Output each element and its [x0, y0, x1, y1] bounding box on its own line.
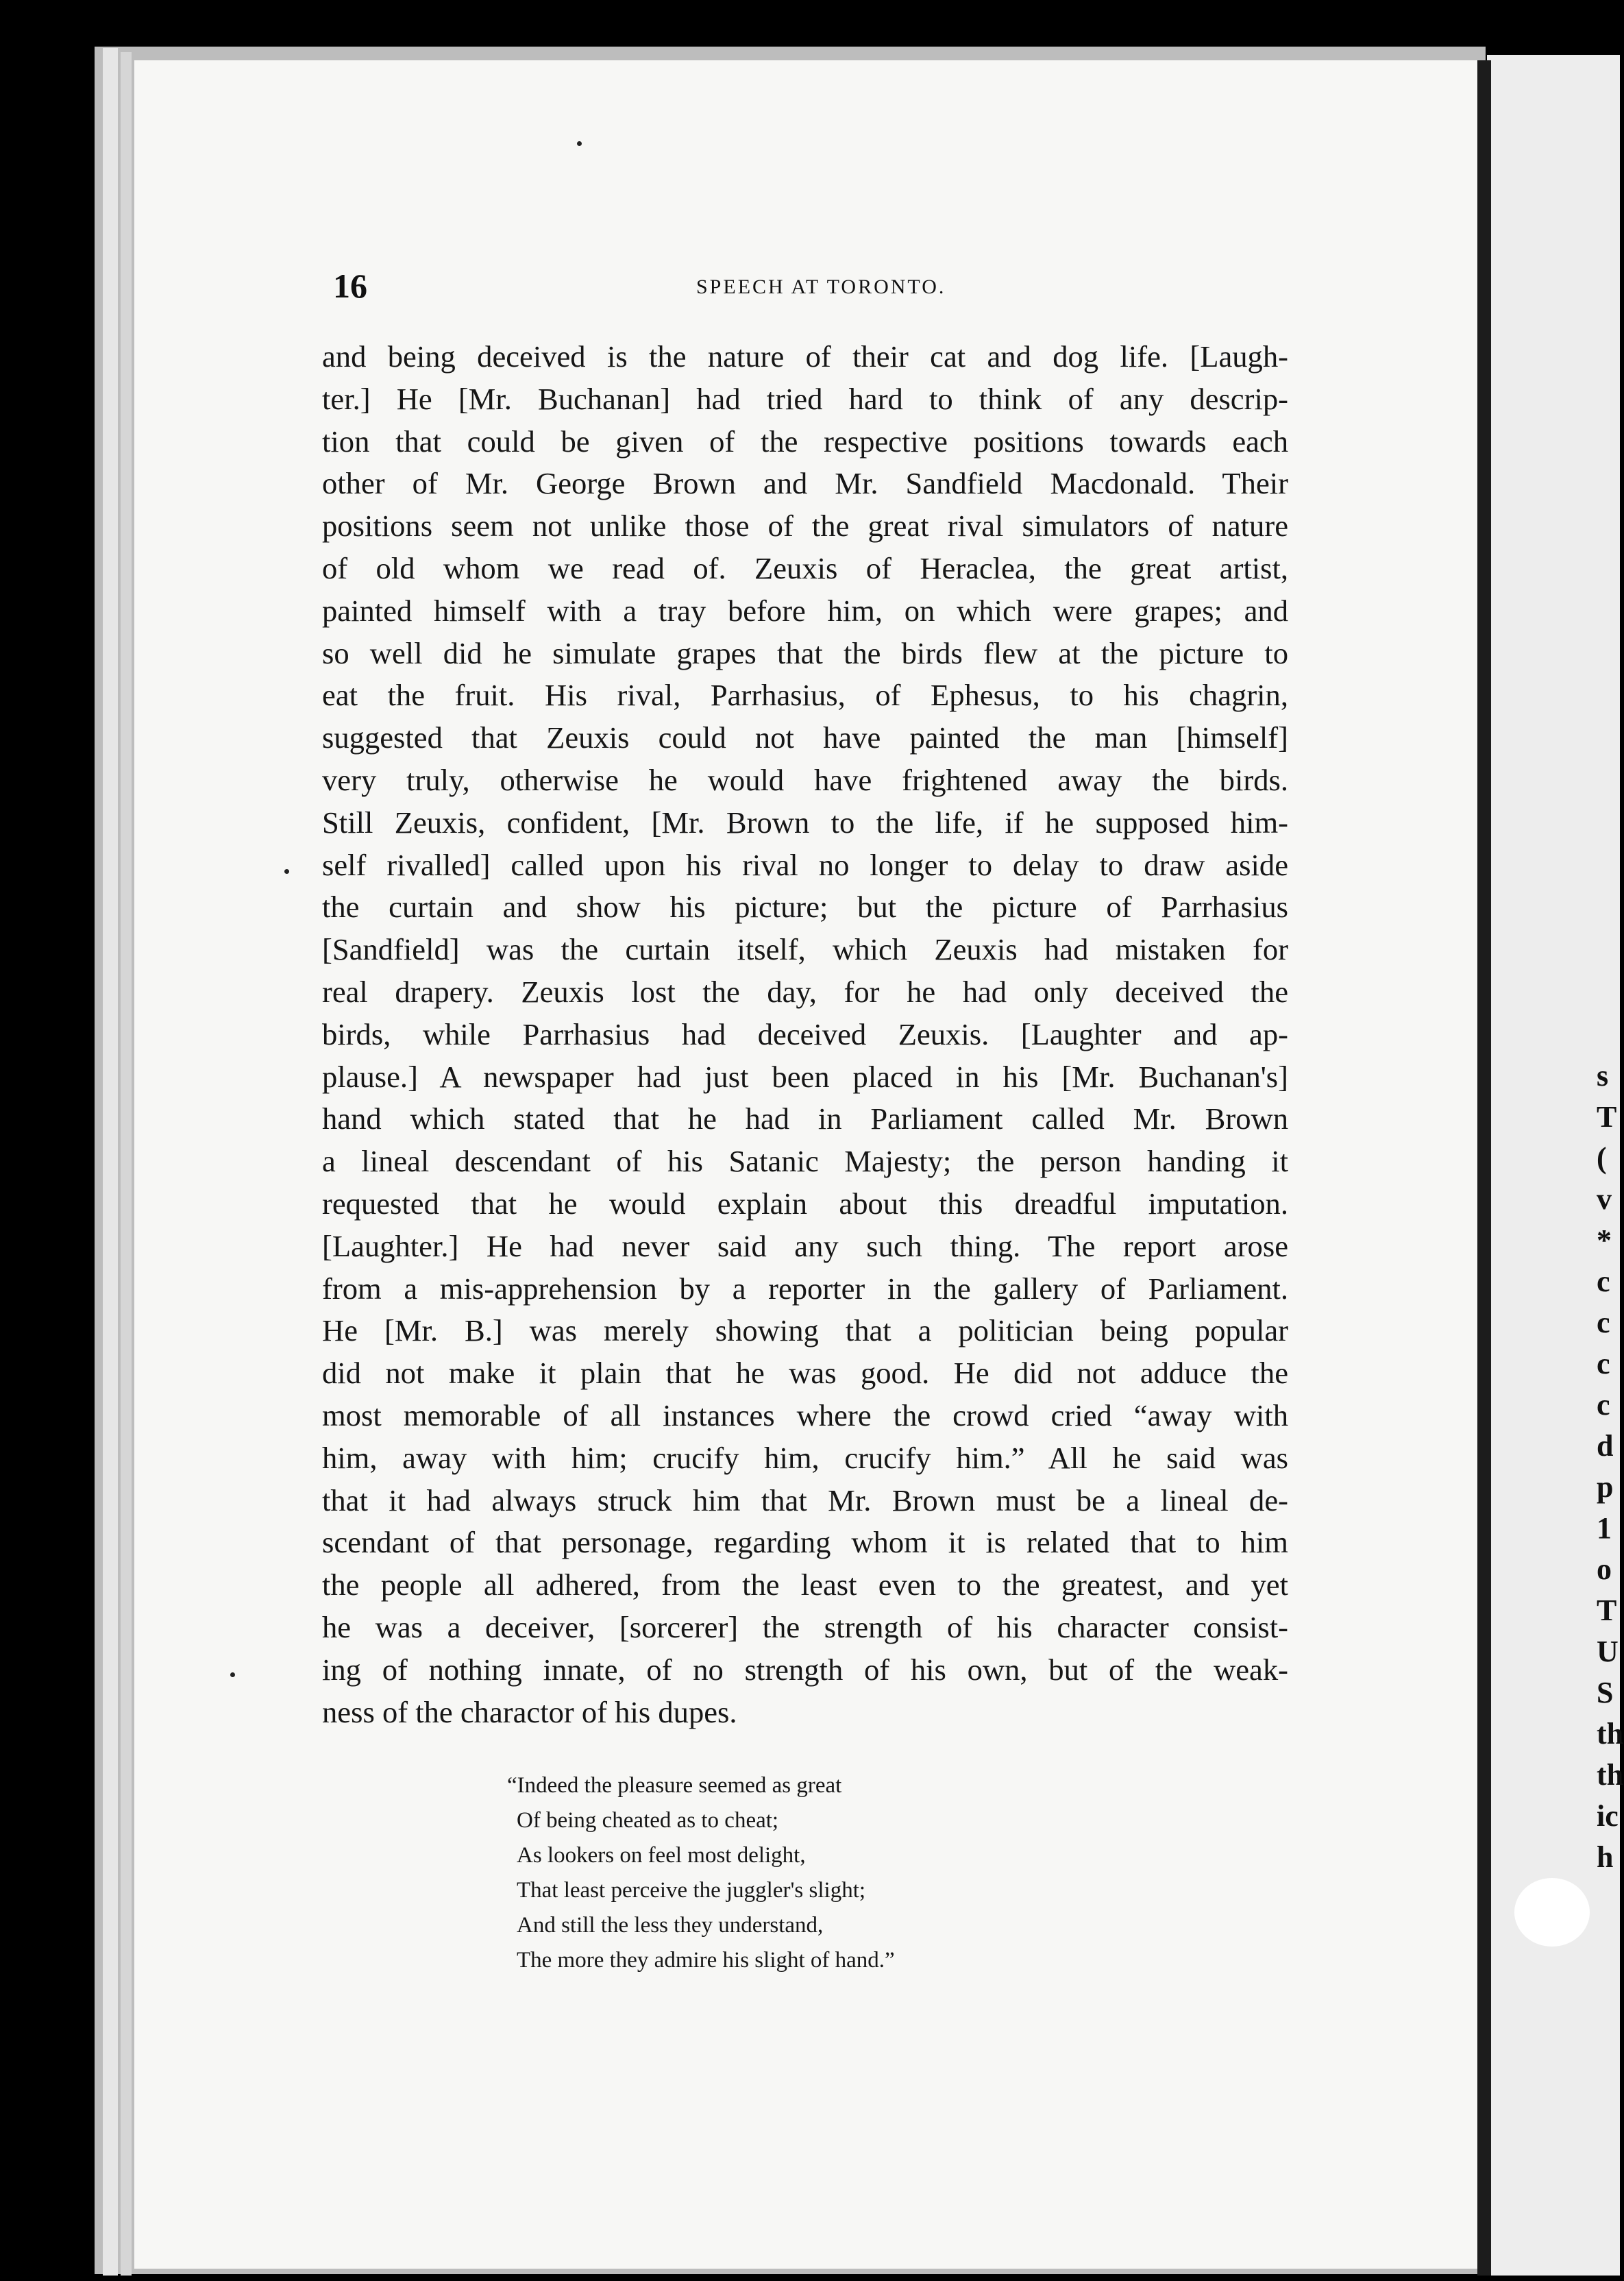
text-line: self rivalled] called upon his rival no longer to delay to draw aside [322, 847, 1288, 882]
verse-line: As lookers on feel most delight, [517, 1843, 806, 1868]
fragment-char: ic [1597, 1799, 1619, 1833]
text-line: of old whom we read of. Zeuxis of Heraclea, the great artist, [322, 550, 1288, 585]
text-line: birds, while Parrhasius had deceived Zeuxis. [Laughter and ap- [322, 1016, 1288, 1051]
verse-quotation [507, 1768, 1124, 1978]
text-line: eat the fruit. His rival, Parrhasius, of Ephesus, to his chagrin, [322, 678, 1288, 713]
verse-line: Of being cheated as to cheat; [517, 1808, 779, 1833]
verse-line: “Indeed the pleasure seemed as great [507, 1773, 842, 1798]
text-line: scendant of that personage, regarding whom it is related that to him [322, 1525, 1288, 1560]
fragment-char: c [1597, 1306, 1610, 1339]
text-line: positions seem not unlike those of the great rival simulators of nature [322, 509, 1288, 544]
ink-speck [284, 869, 289, 874]
text-line: a lineal descendant of his Satanic Majesty; the person handing it [322, 1144, 1288, 1179]
ink-speck [230, 1672, 235, 1677]
fragment-char: U [1597, 1635, 1619, 1668]
text-line: other of Mr. George Brown and Mr. Sandfield Macdonald. Their [322, 466, 1288, 501]
fragment-char: th [1597, 1717, 1624, 1751]
text-line: ing of nothing innate, of no strength of his own, but of the weak- [322, 1652, 1288, 1687]
fragment-char: p [1597, 1470, 1614, 1504]
text-line: [Sandfield] was the curtain itself, which Zeuxis had mistaken for [322, 932, 1288, 967]
text-line: Still Zeuxis, confident, [Mr. Brown to the life, if he supposed him- [322, 805, 1288, 840]
fragment-char: S [1597, 1676, 1614, 1709]
ink-speck [577, 141, 582, 146]
fragment-char: T [1597, 1594, 1617, 1627]
text-line: the people all adhered, from the least even to the greatest, and yet [322, 1568, 1288, 1602]
text-line: hand which stated that he had in Parliament called Mr. Brown [322, 1101, 1288, 1136]
fragment-char: th [1597, 1758, 1624, 1792]
book-gutter [1477, 60, 1491, 2276]
text-line: suggested that Zeuxis could not have painted the man [himself] [322, 720, 1288, 755]
verse-line: And still the less they understand, [517, 1913, 824, 1938]
fragment-char: c [1597, 1265, 1610, 1298]
facing-page-fragment [1597, 1056, 1624, 1878]
text-line: tion that could be given of the respective positions towards each [322, 424, 1288, 459]
page-edge [121, 52, 132, 2276]
fragment-char: c [1597, 1347, 1610, 1380]
fragment-char: ( [1597, 1141, 1607, 1175]
fragment-char: v [1597, 1182, 1612, 1216]
fragment-char: 1 [1597, 1511, 1612, 1545]
text-line: and being deceived is the nature of their cat and dog life. [Laugh- [322, 339, 1288, 374]
text-line: from a mis-apprehension by a reporter in the gallery of Parliament. [322, 1271, 1288, 1306]
text-line: painted himself with a tray before him, on which were grapes; and [322, 593, 1288, 628]
text-line: ter.] He [Mr. Buchanan] had tried hard to think of any descrip- [322, 381, 1288, 416]
text-line: he was a deceiver, [sorcerer] the strength of his character consist- [322, 1609, 1288, 1644]
text-line: very truly, otherwise he would have frightened away the birds. [322, 762, 1288, 797]
verse-line: The more they admire his slight of hand.” [517, 1948, 895, 1973]
fragment-char: h [1597, 1840, 1614, 1874]
page-number: 16 [333, 267, 367, 305]
fragment-char: * [1597, 1223, 1612, 1257]
paper-blemish [1514, 1878, 1590, 1947]
fragment-char: c [1597, 1388, 1610, 1422]
text-line: requested that he would explain about this dreadful imputation. [322, 1186, 1288, 1221]
text-line: that it had always struck him that Mr. Brown must be a lineal de- [322, 1483, 1288, 1517]
page-header [333, 260, 1292, 308]
body-paragraph [322, 336, 1288, 1733]
fragment-char: d [1597, 1429, 1614, 1463]
text-line: He [Mr. B.] was merely showing that a politician being popular [322, 1313, 1288, 1348]
text-line: so well did he simulate grapes that the birds flew at the picture to [322, 635, 1288, 670]
fragment-char: s [1597, 1059, 1609, 1093]
fragment-char: T [1597, 1100, 1617, 1134]
running-title: SPEECH AT TORONTO. [696, 276, 946, 298]
text-line: ness of the charactor of his dupes. [322, 1694, 737, 1729]
text-line: real drapery. Zeuxis lost the day, for he had only deceived the [322, 974, 1288, 1009]
text-line: did not make it plain that he was good. He did not adduce the [322, 1356, 1288, 1391]
text-line: plause.] A newspaper had just been placed in his [Mr. Buchanan's] [322, 1059, 1288, 1094]
fragment-char: o [1597, 1552, 1612, 1586]
text-line: [Laughter.] He had never said any such thing. The report arose [322, 1228, 1288, 1263]
text-line: most memorable of all instances where the crowd cried “away with [322, 1398, 1288, 1432]
page-edge [103, 48, 118, 2276]
text-line: him, away with him; crucify him, crucify him.” All he said was [322, 1440, 1288, 1475]
verse-line: That least perceive the juggler's slight; [517, 1878, 866, 1903]
text-line: the curtain and show his picture; but the picture of Parrhasius [322, 890, 1288, 925]
